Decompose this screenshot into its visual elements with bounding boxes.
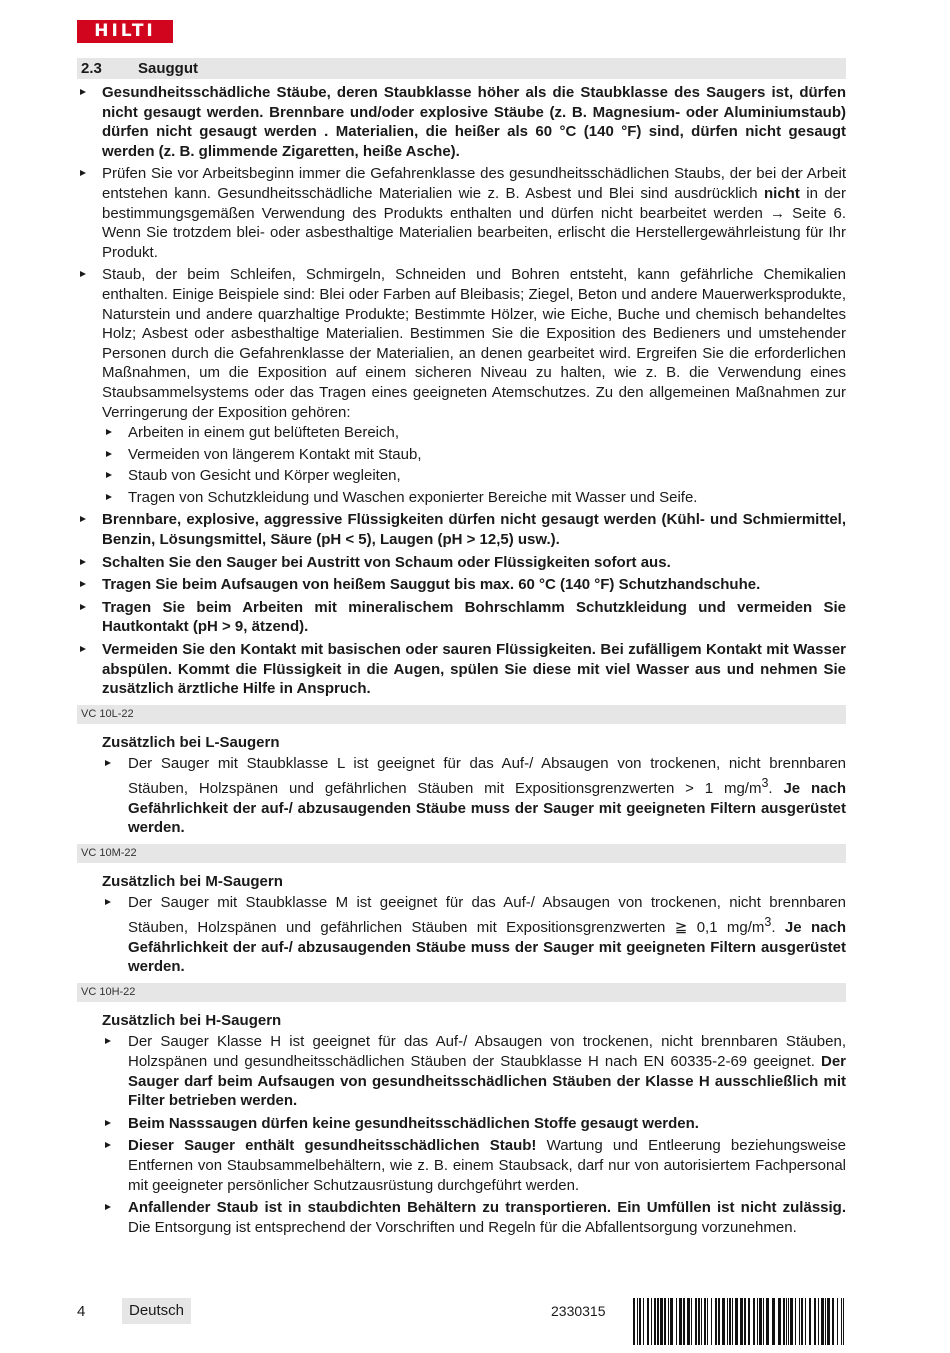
document-number: 2330315 — [551, 1303, 606, 1319]
list-item: Tragen Sie beim Aufsaugen von heißem Sauggut bis max. 60 °C (140 °F) Schutzhandschuhe. — [77, 575, 846, 595]
logo-text: HILTI — [94, 21, 156, 41]
safety-list — [77, 83, 846, 699]
list-item: Beim Nasssaugen dürfen keine gesundheitsschädlichen Stoffe gesaugt werden. — [77, 1114, 846, 1134]
model-label-h: VC 10H-22 — [77, 983, 846, 1002]
l-sauger-list — [77, 754, 846, 837]
hilti-logo — [77, 20, 173, 43]
subheading-l-sauger: Zusätzlich bei L-Saugern — [102, 733, 280, 751]
section-number: 2.3 — [81, 60, 102, 77]
model-label-m: VC 10M-22 — [77, 844, 846, 863]
subheading-m-sauger: Zusätzlich bei M-Saugern — [102, 872, 283, 890]
sub-list-item: Vermeiden von längerem Kontakt mit Staub, — [102, 445, 846, 465]
list-item: Der Sauger mit Staubklasse L ist geeignet für das Auf-/ Absaugen von trockenen, nicht brennbaren Stäuben, Holzspänen und gefährlichen Stäuben mit Expositionsgrenzwerten > 1 $mg/m^3$. Je nach Gefährlichkeit der auf-/ abzusaugenden Stäube muss der Sauger mit geeigneten Filtern ausgerüstet werden. — [77, 754, 846, 837]
page-footer — [0, 1298, 950, 1328]
sub-list-item: Staub von Gesicht und Körper wegleiten, — [102, 466, 846, 486]
h-sauger-list — [77, 1032, 846, 1237]
language-label: Deutsch — [122, 1298, 191, 1324]
list-item: Der Sauger Klasse H ist geeignet für das Auf-/ Absaugen von trockenen, nicht brennbaren Stäuben, Holzspänen und gesundheitsschädlichen Stäuben der Staubklasse H nach EN 60335-2-69 geeignet. Der Sauger darf beim Aufsaugen von gesundheitsschädlichen Stäuben der Klasse H ausschließlich mit Filter betrieben werden. — [77, 1032, 846, 1110]
model-label-l: VC 10L-22 — [77, 705, 846, 724]
exposure-measures-list — [102, 423, 846, 507]
list-item: Brennbare, explosive, aggressive Flüssigkeiten dürfen nicht gesaugt werden (Kühl- und Schmiermittel, Benzin, Lösungsmittel, Säure (pH < 5), Laugen (pH > 12,5) usw.). — [77, 510, 846, 549]
m-sauger-list — [77, 893, 846, 976]
list-item: Anfallender Staub ist in staubdichten Behältern zu transportieren. Ein Umfüllen ist nicht zulässig. Die Entsorgung ist entsprechend der Vorschriften und Regeln für die Abfallentsorgung vorzunehmen. — [77, 1198, 846, 1237]
section-title: Sauggut — [138, 60, 198, 77]
list-item: Staub, der beim Schleifen, Schmirgeln, Schneiden und Bohren entsteht, kann gefährliche Chemikalien enthalten. Einige Beispiele sind: Blei oder Farben auf Bleibasis; Ziegel, Beton und andere Mauerwerksprodukte, Naturstein und andere quarzhaltige Produkte; Bestimmte Hölzer, wie Eiche, Buche und chemisch behandeltes Holz; Asbest oder asbesthaltige Materialien. Bestimmen Sie die Exposition des Bedieners und umstehender Personen durch die Gefahrenklasse der Materialien, an denen gearbeitet wird. Ergreifen Sie die erforderlichen Maßnahmen, um die Exposition auf einem sicheren Niveau zu halten, wie z. B. die Verwendung eines Staubsammelsystems oder das Tragen eines geeigneten Atemschutzes. Zu den allgemeinen Maßnahmen zur Verringerung der Exposition gehören: Arbeiten in einem gut belüfteten Bereich, Vermeiden von längerem Kontakt mit Staub, Staub von Gesicht und Körper wegleiten, Tragen von Schutzkleidung und Waschen exponierter Bereiche mit Wasser und Seife. — [77, 265, 846, 507]
page-number: 4 — [77, 1303, 86, 1320]
page-content — [77, 58, 846, 1240]
list-item: Tragen Sie beim Arbeiten mit mineralischem Bohrschlamm Schutzkleidung und vermeiden Sie Hautkontakt (pH > 9, ätzend). — [77, 598, 846, 637]
list-item: Gesundheitsschädliche Stäube, deren Staubklasse höher als die Staubklasse des Saugers ist, dürfen nicht gesaugt werden. Brennbare und/oder explosive Stäube (z. B. Magnesium- oder Aluminiumstaub) dürfen nicht gesaugt werden . Materialien, die heißer als 60 °C (140 °F) sind, dürfen nicht gesaugt werden (z. B. glimmende Zigaretten, heiße Asche). — [77, 83, 846, 161]
sub-list-item: Arbeiten in einem gut belüfteten Bereich, — [102, 423, 846, 443]
subheading-h-sauger: Zusätzlich bei H-Saugern — [102, 1011, 282, 1029]
sub-list-item: Tragen von Schutzkleidung und Waschen exponierter Bereiche mit Wasser und Seife. — [102, 488, 846, 508]
list-item: Prüfen Sie vor Arbeitsbeginn immer die Gefahrenklasse des gesundheitsschädlichen Staubs, der bei der Arbeit entstehen kann. Gesundheitsschädliche Materialien wie z. B. Asbest und Blei sind ausdrücklich nicht in der bestimmungsgemäßen Verwendung des Produkts enthalten und dürfen nicht bearbeitet werden → Seite 6. Wenn Sie trotzdem blei- oder asbesthaltige Materialien bearbeiten, erlischt die Herstellergewährleistung für Ihr Produkt. — [77, 164, 846, 262]
list-item: Schalten Sie den Sauger bei Austritt von Schaum oder Flüssigkeiten sofort aus. — [77, 553, 846, 573]
list-item: Dieser Sauger enthält gesundheitsschädlichen Staub! Wartung und Entleerung beziehungsweise Entfernen von Staubsammelbehältern, wie z. B. einem Staubsack, darf nur von autorisiertem Fachpersonal mit geeigneter persönlicher Schutzausrüstung durchgeführt werden. — [77, 1136, 846, 1195]
list-item: Der Sauger mit Staubklasse M ist geeignet für das Auf-/ Absaugen von trockenen, nicht brennbaren Stäuben, Holzspänen und gefährlichen Stäuben mit Expositionsgrenzwerten ≧ 0,1 $mg/m^3$. Je nach Gefährlichkeit der auf-/ abzusaugenden Stäube muss der Sauger mit geeigneten Filtern ausgerüstet werden. — [77, 893, 846, 976]
barcode-image — [633, 1298, 846, 1345]
section-heading — [77, 58, 846, 79]
list-item: Vermeiden Sie den Kontakt mit basischen oder sauren Flüssigkeiten. Bei zufälligem Kontakt mit Wasser abspülen. Kommt die Flüssigkeit in die Augen, spülen Sie diese mit viel Wasser aus und nehmen Sie zusätzlich ärztliche Hilfe in Anspruch. — [77, 640, 846, 699]
